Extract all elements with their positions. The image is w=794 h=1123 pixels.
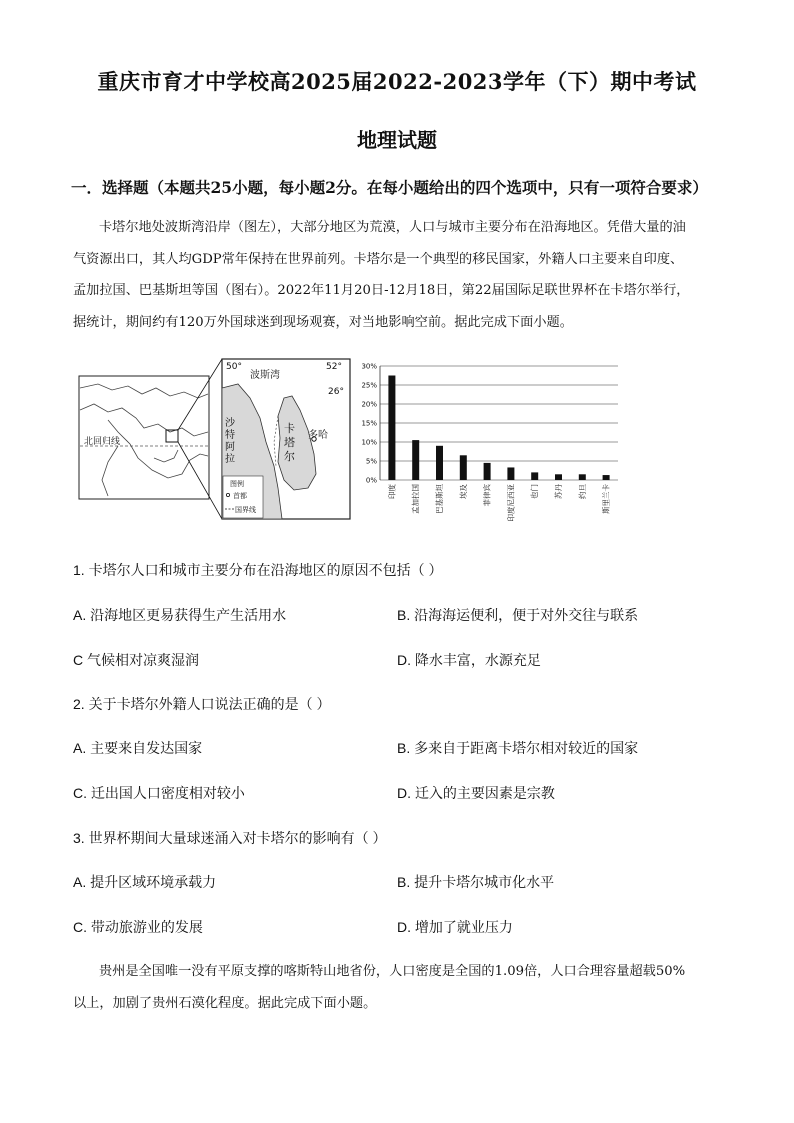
passage-line: 贵州是全国唯一没有平原支撑的喀斯特山地省份，人口密度是全国的1.09倍，人口合理容量超载50% [99, 964, 686, 979]
chart-x-tick-label: 印度 [387, 484, 397, 499]
chart-bar [603, 475, 610, 480]
question-3-option-b[interactable]: B. 提升卡塔尔城市化水平 [397, 874, 555, 890]
legend-capital-label: 首都 [233, 492, 247, 500]
exam-title: 重庆市育才中学校高2025届2022-2023学年（下）期中考试 [97, 69, 697, 94]
chart-x-tick-label: 苏丹 [554, 484, 563, 499]
question-2-stem: 2. 关于卡塔尔外籍人口说法正确的是（ ） [73, 696, 331, 712]
question-2-option-b[interactable]: B. 多来自于距离卡塔尔相对较近的国家 [397, 740, 639, 756]
chart-bar [412, 440, 419, 480]
gulf-label: 波斯湾 [250, 370, 280, 381]
passage-line: 卡塔尔地处波斯湾沿岸（图左），大部分地区为荒漠，人口与城市主要分布在沿海地区。凭借大量的油 [99, 220, 686, 235]
chart-bar [484, 463, 491, 480]
foreign-population-chart [356, 358, 626, 523]
question-1-option-a[interactable]: A. 沿海地区更易获得生产生活用水 [73, 607, 287, 623]
chart-bar [460, 455, 467, 480]
chart-y-tick-label: 5% [365, 457, 377, 466]
chart-y-tick-label: 10% [361, 438, 377, 447]
question-3-stem: 3. 世界杯期间大量球迷涌入对卡塔尔的影响有（ ） [73, 830, 387, 846]
capital-label: 多哈 [308, 430, 328, 441]
chart-y-tick-label: 25% [361, 381, 377, 390]
chart-bar [579, 474, 586, 480]
chart-bar [436, 446, 443, 480]
question-1-stem: 1. 卡塔尔人口和城市主要分布在沿海地区的原因不包括（ ） [73, 562, 443, 578]
tropic-label: 北回归线 [84, 437, 121, 447]
passage-guizhou [73, 956, 723, 1019]
question-2-option-c[interactable]: C. 迁出国人口密度相对较小 [73, 785, 245, 801]
section-heading: 一．选择题（本题共25小题，每小题2分。在每小题给出的四个选项中，只有一项符合要求） [71, 178, 708, 197]
passage-line: 据统计，期间约有120万外国球迷到现场观赛，对当地影响空前。据此完成下面小题。 [73, 314, 573, 330]
longitude-west-label: 50° [226, 362, 242, 372]
chart-x-tick-label: 斯里兰卡 [601, 484, 611, 514]
question-3-option-a[interactable]: A. 提升区域环境承载力 [73, 874, 217, 890]
saudi-label: 沙 特 阿 拉 [225, 418, 235, 465]
passage-line: 气资源出口，其人均GDP常年保持在世界前列。卡塔尔是一个典型的移民国家，外籍人口主要来自印度、 [73, 251, 684, 267]
chart-y-tick-label: 0% [365, 476, 377, 485]
chart-bar [507, 467, 514, 480]
chart-x-tick-label: 巴基斯坦 [435, 484, 444, 514]
chart-bar [388, 376, 395, 481]
longitude-east-label: 52° [326, 362, 342, 372]
chart-x-tick-label: 埃及 [458, 484, 468, 499]
question-3-option-d[interactable]: D. 增加了就业压力 [397, 919, 513, 935]
legend-border-label: 国界线 [235, 506, 256, 514]
latitude-label: 26° [328, 387, 344, 397]
question-2-option-d[interactable]: D. 迁入的主要因素是宗教 [397, 785, 555, 801]
chart-x-tick-label: 约旦 [577, 484, 587, 499]
question-1-option-b[interactable]: B. 沿海海运便利，便于对外交往与联系 [397, 607, 639, 623]
chart-x-tick-label: 也门 [530, 484, 540, 499]
exam-subject-title: 地理试题 [357, 128, 437, 152]
question-2-option-a[interactable]: A. 主要来自发达国家 [73, 740, 203, 756]
legend-title: 图例 [230, 480, 244, 488]
chart-x-tick-label: 孟加拉国 [411, 484, 421, 514]
question-3-option-c[interactable]: C. 带动旅游业的发展 [73, 919, 203, 935]
chart-bar [531, 472, 538, 480]
chart-x-tick-label: 菲律宾 [482, 484, 492, 507]
chart-y-tick-label: 30% [361, 362, 377, 371]
passage-line: 以上，加剧了贵州石漠化程度。据此完成下面小题。 [73, 995, 377, 1011]
chart-y-tick-label: 20% [361, 400, 377, 409]
question-1-option-c[interactable]: C 气候相对凉爽湿润 [73, 652, 199, 668]
chart-bar [555, 474, 562, 480]
passage-line: 孟加拉国、巴基斯坦等国（图右）。2022年11月20日-12月18日，第22届国际足联世界杯在卡塔尔举行， [73, 283, 690, 298]
question-1-option-d[interactable]: D. 降水丰富，水源充足 [397, 652, 541, 668]
qatar-location-map [78, 358, 353, 520]
passage-qatar [73, 212, 723, 338]
chart-x-tick-label: 印度尼西亚 [506, 484, 516, 522]
qatar-label: 卡 塔 尔 [284, 422, 295, 463]
chart-y-tick-label: 15% [361, 419, 377, 428]
